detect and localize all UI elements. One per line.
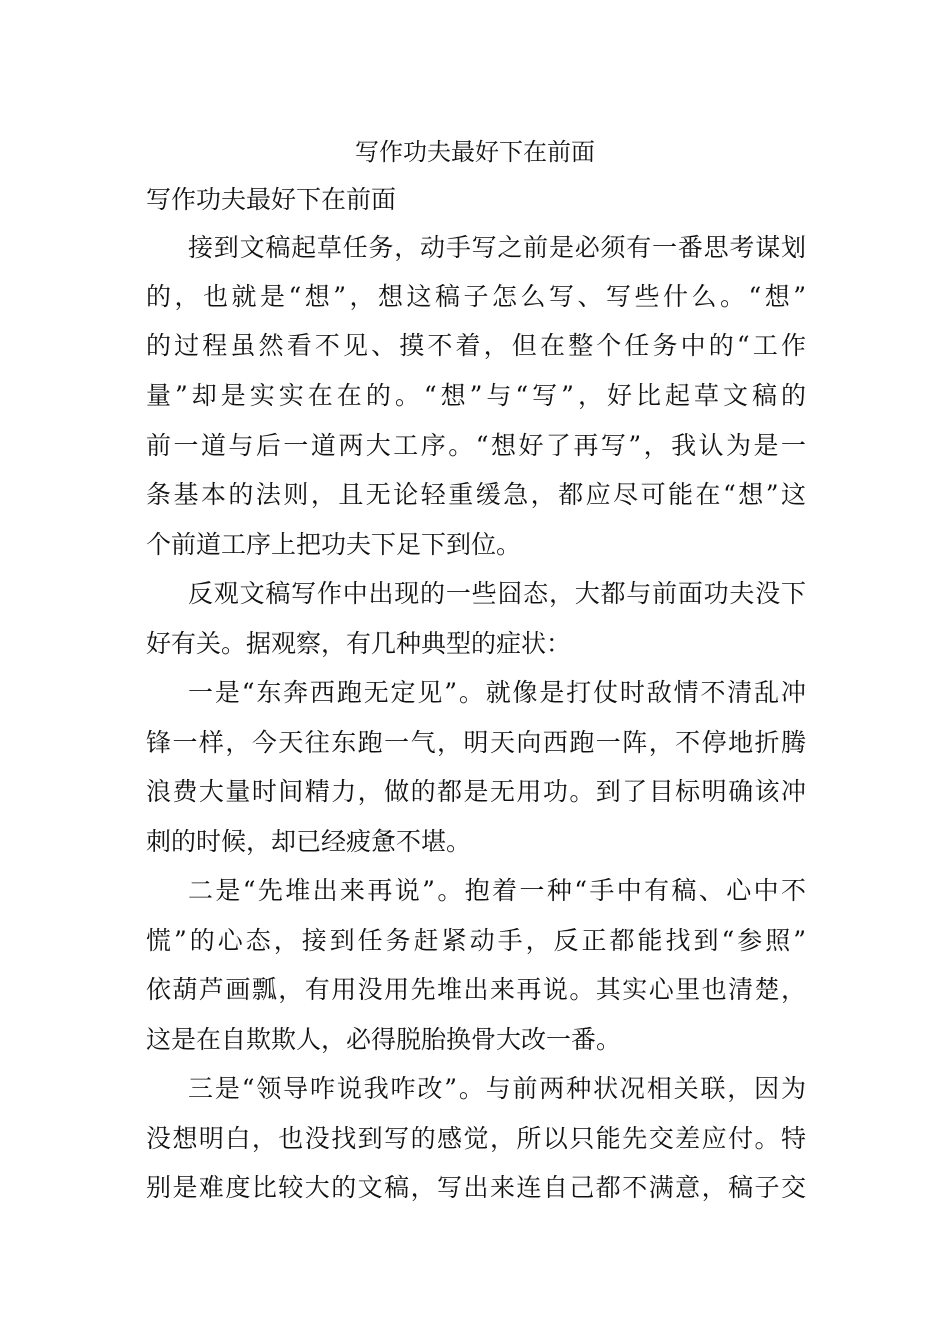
body-line: 反观文稿写作中出现的一些囧态，大都与前面功夫没下: [188, 579, 806, 608]
body-line: 量”却是实实在在的。“想”与“写”，好比起草文稿的: [146, 381, 806, 410]
body-line: 接到文稿起草任务，动手写之前是必须有一番思考谋划: [188, 233, 806, 262]
body-line: 锋一样，今天往东跑一气，明天向西跑一阵，不停地折腾: [146, 728, 806, 757]
document-subtitle: 写作功夫最好下在前面: [146, 185, 397, 214]
body-line: 三是“领导咋说我咋改”。与前两种状况相关联，因为: [188, 1074, 806, 1103]
body-line: 依葫芦画瓢，有用没用先堆出来再说。其实心里也清楚，: [146, 975, 806, 1004]
body-line: 个前道工序上把功夫下足下到位。: [146, 530, 522, 559]
body-line: 好有关。据观察，有几种典型的症状：: [146, 629, 572, 658]
body-line: 二是“先堆出来再说”。抱着一种“手中有稿、心中不: [188, 876, 806, 905]
body-line: 浪费大量时间精力，做的都是无用功。到了目标明确该冲: [146, 777, 806, 806]
document-title: 写作功夫最好下在前面: [355, 138, 595, 166]
body-line: 前一道与后一道两大工序。“想好了再写”，我认为是一: [146, 431, 806, 460]
body-line: 这是在自欺欺人，必得脱胎换骨大改一番。: [146, 1025, 622, 1054]
body-line: 刺的时候，却已经疲惫不堪。: [146, 827, 472, 856]
body-line: 条基本的法则，且无论轻重缓急，都应尽可能在“想”这: [146, 480, 806, 509]
body-line: 别是难度比较大的文稿，写出来连自己都不满意，稿子交: [146, 1173, 806, 1202]
body-line: 没想明白，也没找到写的感觉，所以只能先交差应付。特: [146, 1124, 806, 1153]
body-line: 一是“东奔西跑无定见”。就像是打仗时敌情不清乱冲: [188, 678, 806, 707]
body-line: 的过程虽然看不见、摸不着，但在整个任务中的“工作: [146, 331, 806, 360]
body-line: 的，也就是“想”，想这稿子怎么写、写些什么。“想”: [146, 282, 806, 311]
body-line: 慌”的心态，接到任务赶紧动手，反正都能找到“参照”: [146, 926, 806, 955]
